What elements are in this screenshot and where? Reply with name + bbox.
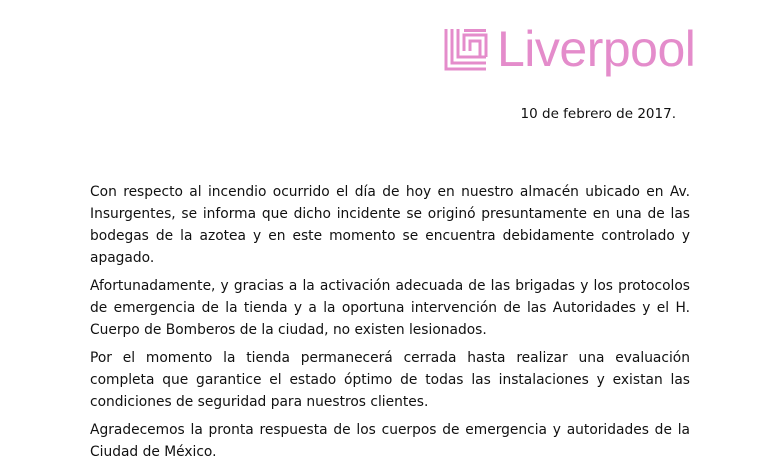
paragraph-line: completa que garantice el estado óptimo de todas las instalaciones y existan las: [90, 372, 690, 388]
paragraph-line: Ciudad de México.: [90, 444, 217, 460]
paragraph-line: de emergencia de la tienda y a la oportuna intervención de las Autoridades y el H.: [90, 300, 690, 316]
paragraph-line: Con respecto al incendio ocurrido el día de hoy en nuestro almacén ubicado en Av.: [90, 184, 690, 200]
liverpool-logo: [444, 21, 696, 77]
paragraph-line: apagado.: [90, 250, 155, 266]
paragraph-line: Insurgentes, se informa que dicho incidente se originó presuntamente en una de las: [90, 206, 690, 222]
document-date: 10 de febrero de 2017.: [520, 106, 676, 122]
paragraph-line: bodegas de la azotea y en este momento se encuentra debidamente controlado y: [90, 228, 690, 244]
logo-text: Liverpool: [497, 21, 696, 77]
paragraph: [90, 347, 690, 413]
statement-body: [90, 181, 690, 469]
paragraph-line: Afortunadamente, y gracias a la activación adecuada de las brigadas y los protocolos: [90, 278, 690, 294]
paragraph-line: condiciones de seguridad para nuestros clientes.: [90, 394, 429, 410]
liverpool-logo-icon: [444, 27, 488, 71]
paragraph: [90, 275, 690, 341]
paragraph-line: Cuerpo de Bomberos de la ciudad, no existen lesionados.: [90, 322, 487, 338]
paragraph: [90, 419, 690, 463]
paragraph-line: Agradecemos la pronta respuesta de los cuerpos de emergencia y autoridades de la: [90, 422, 690, 438]
paragraph: [90, 181, 690, 269]
paragraph-line: Por el momento la tienda permanecerá cerrada hasta realizar una evaluación: [90, 350, 690, 366]
